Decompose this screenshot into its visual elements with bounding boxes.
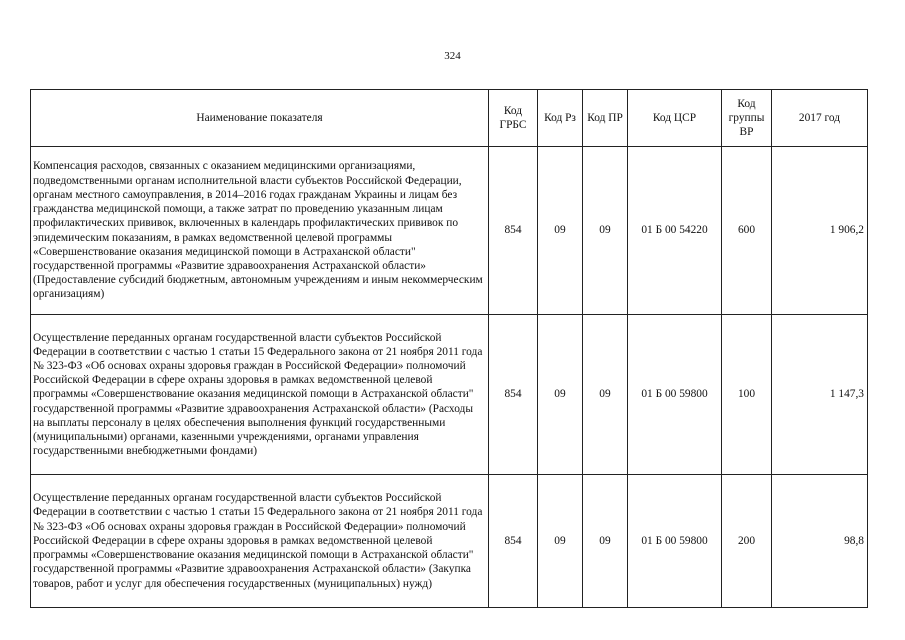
row-name: Компенсация расходов, связанных с оказанием медицинскими организациями, подведомственными органам исполнительной власти субъектов Российской Федерации, органам местного самоуправления, в 2014–2016 годах гражданам Украины и лицам без гражданства медицинской помощи, а также затрат по проведению указанным лицам профилактических прививок, включенных в календарь профилактических прививок по эпидемическим показаниям, в рамках ведомственной целевой программы «Совершенствование оказания медицинской помощи в Астраханской области" государственной программы «Развитие здравоохранения Астраханской области» (Предоставление субсидий бюджетным, автономным учреждениям и иным некоммерческим организациям) xyxy=(31,147,489,315)
row-pr: 09 xyxy=(583,475,628,608)
row-pr: 09 xyxy=(583,315,628,475)
header-rz: Код Рз xyxy=(538,90,583,147)
row-name: Осуществление переданных органам государственной власти субъектов Российской Федерации в соответствии с частью 1 статьи 15 Федерального закона от 21 ноября 2011 года № 323-ФЗ «Об основах охраны здоровья граждан в Российской Федерации» полномочий Российской Федерации в сфере охраны здоровья в рамках ведомственной целевой программы «Совершенствование оказания медицинской помощи в Астраханской области" государственной программы «Развитие здравоохранения Астраханской области» (Закупка товаров, работ и услуг для обеспечения государственных (муниципальных) нужд) xyxy=(31,475,489,608)
row-grbs: 854 xyxy=(489,147,538,315)
row-vr: 200 xyxy=(722,475,772,608)
row-vr: 600 xyxy=(722,147,772,315)
row-grbs: 854 xyxy=(489,315,538,475)
row-amount: 98,8 xyxy=(772,475,868,608)
header-grbs: Код ГРБС xyxy=(489,90,538,147)
row-grbs: 854 xyxy=(489,475,538,608)
header-vr: Код группы ВР xyxy=(722,90,772,147)
header-name: Наименование показателя xyxy=(31,90,489,147)
table-row xyxy=(31,475,868,608)
budget-table xyxy=(30,89,868,608)
header-csr: Код ЦСР xyxy=(628,90,722,147)
row-amount: 1 906,2 xyxy=(772,147,868,315)
row-amount: 1 147,3 xyxy=(772,315,868,475)
table-row xyxy=(31,147,868,315)
row-rz: 09 xyxy=(538,315,583,475)
header-amount: 2017 год xyxy=(772,90,868,147)
row-rz: 09 xyxy=(538,147,583,315)
row-csr: 01 Б 00 54220 xyxy=(628,147,722,315)
page-number: 324 xyxy=(444,50,461,62)
row-pr: 09 xyxy=(583,147,628,315)
row-csr: 01 Б 00 59800 xyxy=(628,315,722,475)
row-rz: 09 xyxy=(538,475,583,608)
row-name: Осуществление переданных органам государственной власти субъектов Российской Федерации в соответствии с частью 1 статьи 15 Федерального закона от 21 ноября 2011 года № 323-ФЗ «Об основах охраны здоровья граждан в Российской Федерации» полномочий Российской Федерации в сфере охраны здоровья в рамках ведомственной целевой программы «Совершенствование оказания медицинской помощи в Астраханской области" государственной программы «Развитие здравоохранения Астраханской области» (Расходы на выплаты персоналу в целях обеспечения выполнения функций государственными (муниципальными) органами, казенными учреждениями, органами управления государственными внебюджетными фондами) xyxy=(31,315,489,475)
row-csr: 01 Б 00 59800 xyxy=(628,475,722,608)
row-vr: 100 xyxy=(722,315,772,475)
table-row xyxy=(31,315,868,475)
table-header-row xyxy=(31,90,868,147)
header-pr: Код ПР xyxy=(583,90,628,147)
